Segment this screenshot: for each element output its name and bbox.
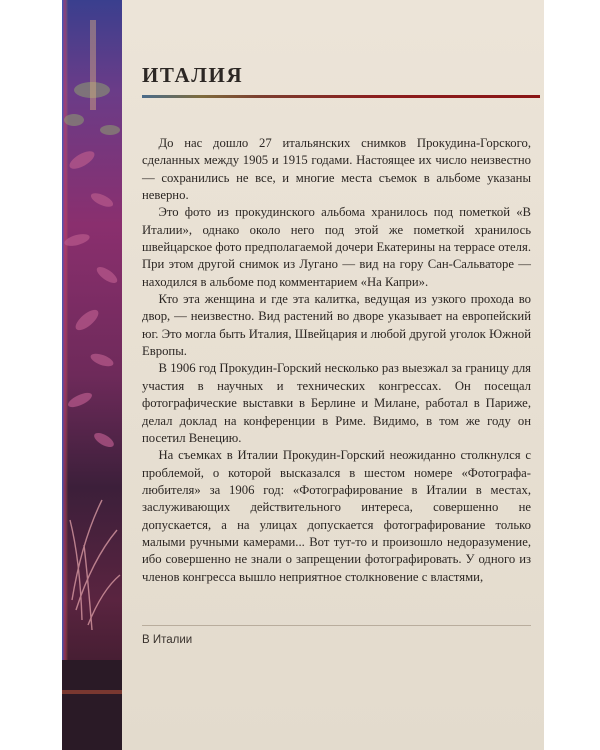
body-text	[142, 135, 531, 586]
page-title: ИТАЛИЯ	[142, 63, 244, 87]
photo-strip	[62, 0, 122, 750]
caption-divider	[142, 625, 531, 626]
photo-caption: В Италии	[142, 634, 193, 646]
garden-photo-fragment	[62, 0, 122, 750]
paragraph: Кто эта женщина и где эта калитка, ведущая из узкого прохода во двор, — неизвестно. Вид растений во дворе указывает на европейский юг. Это могла быть Италия, Швейцария и любой другой уголок Южной Европы.	[142, 292, 531, 359]
paragraph: В 1906 год Прокудин-Горский несколько раз выезжал за границу для участия в научных и технических конгрессах. Он посещал фотографические выставки в Берлине и Милане, работал в Париже, делал доклад на конференции в Риме. Видимо, в том же году он посетил Венецию.	[142, 361, 531, 445]
title-underline	[142, 95, 540, 98]
paragraph: На съемках в Италии Прокудин-Горский неожиданно столкнулся с проблемой, о которой высказался в шестом номере «Фотографа-любителя» за 1906 год: «Фотографирование в Италии в местах, заслуживающих действительного интереса, совершенно не допускается, а на улицах допускается фотографирование только малыми ручными камерами... Вот тут-то и произошло недоразумение, ибо совершенно не знали о запрещении фотографировать. У одного из членов конгресса вышло неприятное столкновение с властями,	[142, 448, 531, 584]
paragraph: До нас дошло 27 итальянских снимков Прокудина-Горского, сделанных между 1905 и 1915 годами. Настоящее их число неизвестно — сохранились не все, и многие места съемок в альбоме указаны неверно.	[142, 136, 531, 203]
right-margin	[544, 0, 600, 750]
paragraph: Это фото из прокудинского альбома хранилось под пометкой «В Италии», однако около него под этой же пометкой хранилось швейцарское фото предполагаемой дочери Екатерины на террасе отеля. При этом другой снимок из Лугано — вид на гору Сан-Сальваторе — находился в альбоме под комментарием «На Капри».	[142, 205, 531, 289]
